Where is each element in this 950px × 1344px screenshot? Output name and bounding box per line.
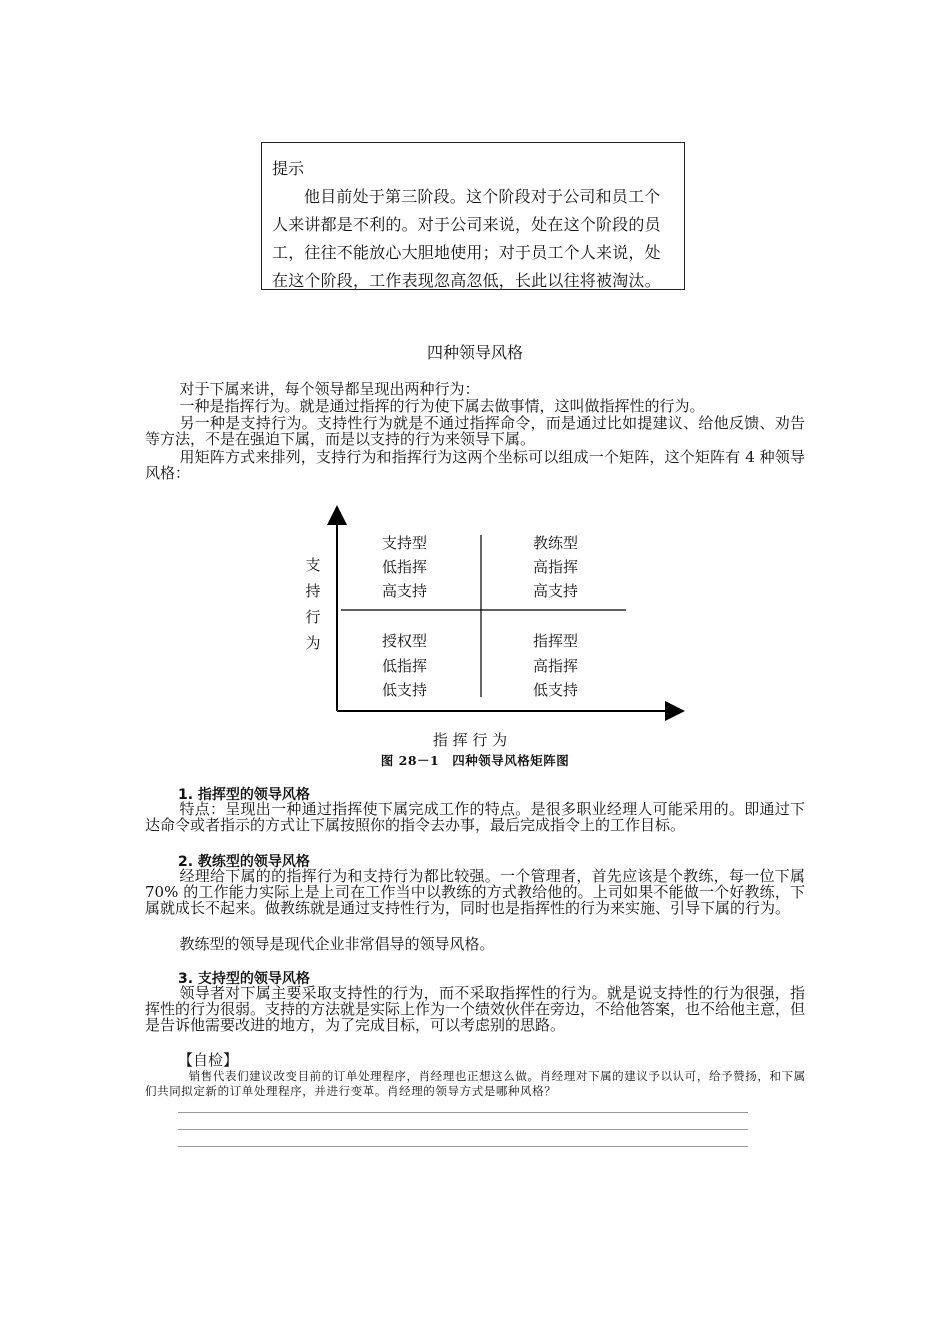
y-axis-label: 为 (305, 634, 321, 652)
quadrant-label: 低指挥 (382, 657, 428, 675)
style-paragraph: 特点：呈现出一种通过指挥使下属完成工作的特点。是很多职业经理人可能采用的。即通过下达命令或者指示的方式让下属按照你的指令去办事，最后完成指令上的工作目标。 (145, 800, 805, 834)
intro-paragraph: 对于下属来讲，每个领导都呈现出两种行为： (179, 380, 480, 398)
intro-paragraph: 一种是指挥行为。就是通过指挥的行为使下属去做事情，这叫做指挥性的行为。 (179, 397, 705, 415)
style-paragraph: 领导者对下属主要采取支持性的行为，而不采取指挥性的行为。就是说支持性的行为很强，指挥性的行为很弱。支持的方法就是实际上作为一个绩效伙伴在旁边，不给他答案，也不给他主意，但是告诉他需要改进的地方，为了完成目标，可以考虑别的思路。 (145, 984, 806, 1034)
style-heading: 2. 教练型的领导风格 (178, 854, 310, 870)
intro-paragraph: 另一种是支持行为。支持性行为就是不通过指挥命令，而是通过比如提建议、给他反馈、劝告等方法，不是在强迫下属，而是以支持的行为来领导下属。 (145, 414, 805, 448)
tip-title: 提示 (272, 159, 305, 178)
quadrant-label: 指挥型 (533, 632, 579, 650)
quadrant-label: 低支持 (533, 681, 579, 699)
tip-box (261, 142, 685, 290)
intro-paragraph: 用矩阵方式来排列，支持行为和指挥行为这两个坐标可以组成一个矩阵，这个矩阵有 4 种领导风格： (145, 448, 805, 482)
self-check-question: 销售代表们建议改变目前的订单处理程序，肖经理也正想这么做。肖经理对下属的建议予以认可，给予赞扬，和下属们共同拟定新的订单处理程序，并进行变革。肖经理的领导方式是哪种风格？ (145, 1069, 806, 1098)
style-heading: 1. 指挥型的领导风格 (178, 787, 310, 803)
section-title: 四种领导风格 (426, 343, 523, 362)
style-paragraph: 教练型的领导是现代企业非常倡导的领导风格。 (179, 935, 495, 953)
figure-caption: 图 28－1 四种领导风格矩阵图 (380, 753, 570, 768)
answer-line[interactable] (178, 1146, 748, 1147)
y-axis-label: 支 (305, 556, 321, 574)
quadrant-label: 授权型 (382, 632, 428, 650)
quadrant-label: 低支持 (382, 681, 428, 699)
y-axis-label: 行 (305, 608, 321, 626)
quadrant-label: 支持型 (382, 534, 428, 552)
tip-body: 他目前处于第三阶段。这个阶段对于公司和员工个人来讲都是不利的。对于公司来说，处在这个阶段的员工，往往不能放心大胆地使用；对于员工个人来说，处在这个阶段，工作表现忽高忽低，长此以往将被淘汰。 (272, 187, 661, 290)
quadrant-label: 高指挥 (533, 657, 579, 675)
y-axis-label: 持 (305, 582, 321, 600)
x-axis-label: 指 挥 行 为 (432, 731, 508, 749)
quadrant-label: 高支持 (533, 582, 579, 600)
quadrant-label: 高指挥 (533, 558, 579, 576)
style-heading: 3. 支持型的领导风格 (178, 971, 310, 987)
quadrant-label: 高支持 (382, 582, 428, 600)
quadrant-label: 教练型 (533, 534, 579, 552)
self-check-title: 【自检】 (178, 1051, 239, 1069)
answer-line[interactable] (178, 1112, 748, 1113)
leadership-matrix-chart (290, 505, 700, 750)
style-paragraph: 经理给下属的的指挥行为和支持行为都比较强。一个管理者，首先应该是个教练，每一位下属 70% 的工作能力实际上是上司在工作当中以教练的方式教给他的。上司如果不能做一个好教练，下属就成长不起来。做教练就是通过支持性行为，同时也是指挥性的行为来实施、引导下属的行为。 (145, 867, 805, 917)
answer-line[interactable] (178, 1129, 748, 1130)
quadrant-label: 低指挥 (382, 558, 428, 576)
